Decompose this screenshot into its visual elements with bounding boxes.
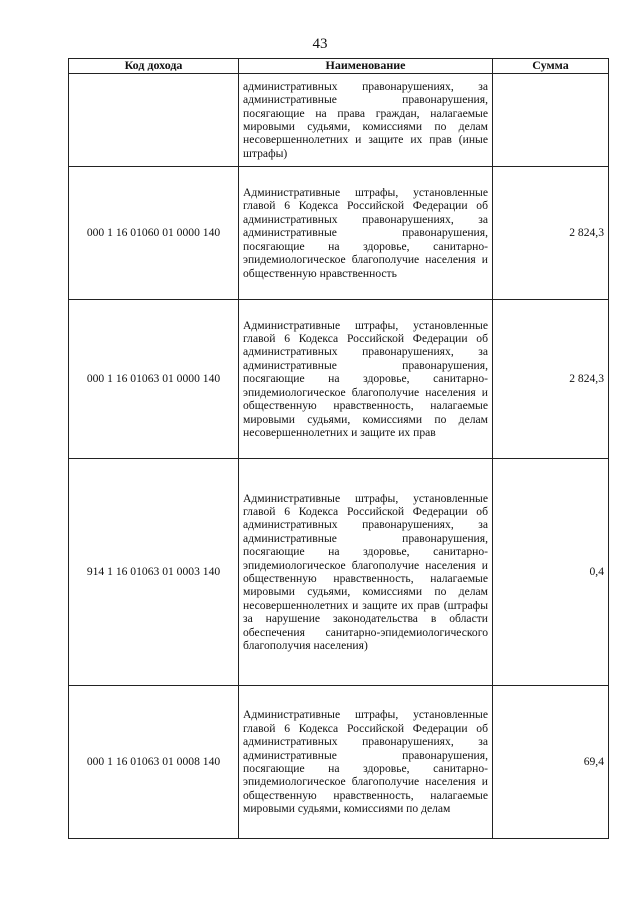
table-header-row [69,59,609,74]
table-row [69,167,609,300]
revenue-table [68,58,609,839]
header-sum: Сумма [493,59,609,74]
table-row [69,459,609,686]
revenue-sum-cell: 0,4 [493,459,609,686]
revenue-name-cell: Административные штрафы, установленные главой 6 Кодекса Российской Федерации об административных правонарушениях, за административные правонарушения, посягающие на здоровье, санитарно-эпидемиологическое благополучие населения и общественную нравственность, налагаемые мировыми судьями, комиссиями по делам [239,686,493,839]
revenue-sum-cell [493,74,609,167]
revenue-name-cell: Административные штрафы, установленные главой 6 Кодекса Российской Федерации об административных правонарушениях, за административные правонарушения, посягающие на здоровье, санитарно-эпидемиологическое благополучие населения и общественную нравственность, налагаемые мировыми судьями, комиссиями по делам несовершеннолетних и защите их прав [239,300,493,459]
revenue-name-cell: административных правонарушениях, за административные правонарушения, посягающие на права граждан, налагаемые мировыми судьями, комиссиями по делам несовершеннолетних и защите их прав (иные штрафы) [239,74,493,167]
revenue-code-cell: 000 1 16 01063 01 0000 140 [69,300,239,459]
table-row [69,686,609,839]
table-row [69,74,609,167]
table-row [69,300,609,459]
revenue-sum-cell: 69,4 [493,686,609,839]
revenue-name-cell: Административные штрафы, установленные главой 6 Кодекса Российской Федерации об административных правонарушениях, за административные правонарушения, посягающие на здоровье, санитарно-эпидемиологическое благополучие населения и общественную нравственность [239,167,493,300]
header-name: Наименование [239,59,493,74]
header-code: Код дохода [69,59,239,74]
revenue-name-cell: Административные штрафы, установленные главой 6 Кодекса Российской Федерации об административных правонарушениях, за административные правонарушения, посягающие на здоровье, санитарно-эпидемиологическое благополучие населения и общественную нравственность, налагаемые мировыми судьями, комиссиями по делам несовершеннолетних и защите их прав (штрафы за нарушение законодательства в области обеспечения санитарно-эпидемиологического благополучия населения) [239,459,493,686]
revenue-code-cell: 000 1 16 01060 01 0000 140 [69,167,239,300]
revenue-code-cell: 000 1 16 01063 01 0008 140 [69,686,239,839]
revenue-code-cell [69,74,239,167]
revenue-sum-cell: 2 824,3 [493,167,609,300]
revenue-sum-cell: 2 824,3 [493,300,609,459]
page-number: 43 [312,36,328,52]
revenue-code-cell: 914 1 16 01063 01 0003 140 [69,459,239,686]
